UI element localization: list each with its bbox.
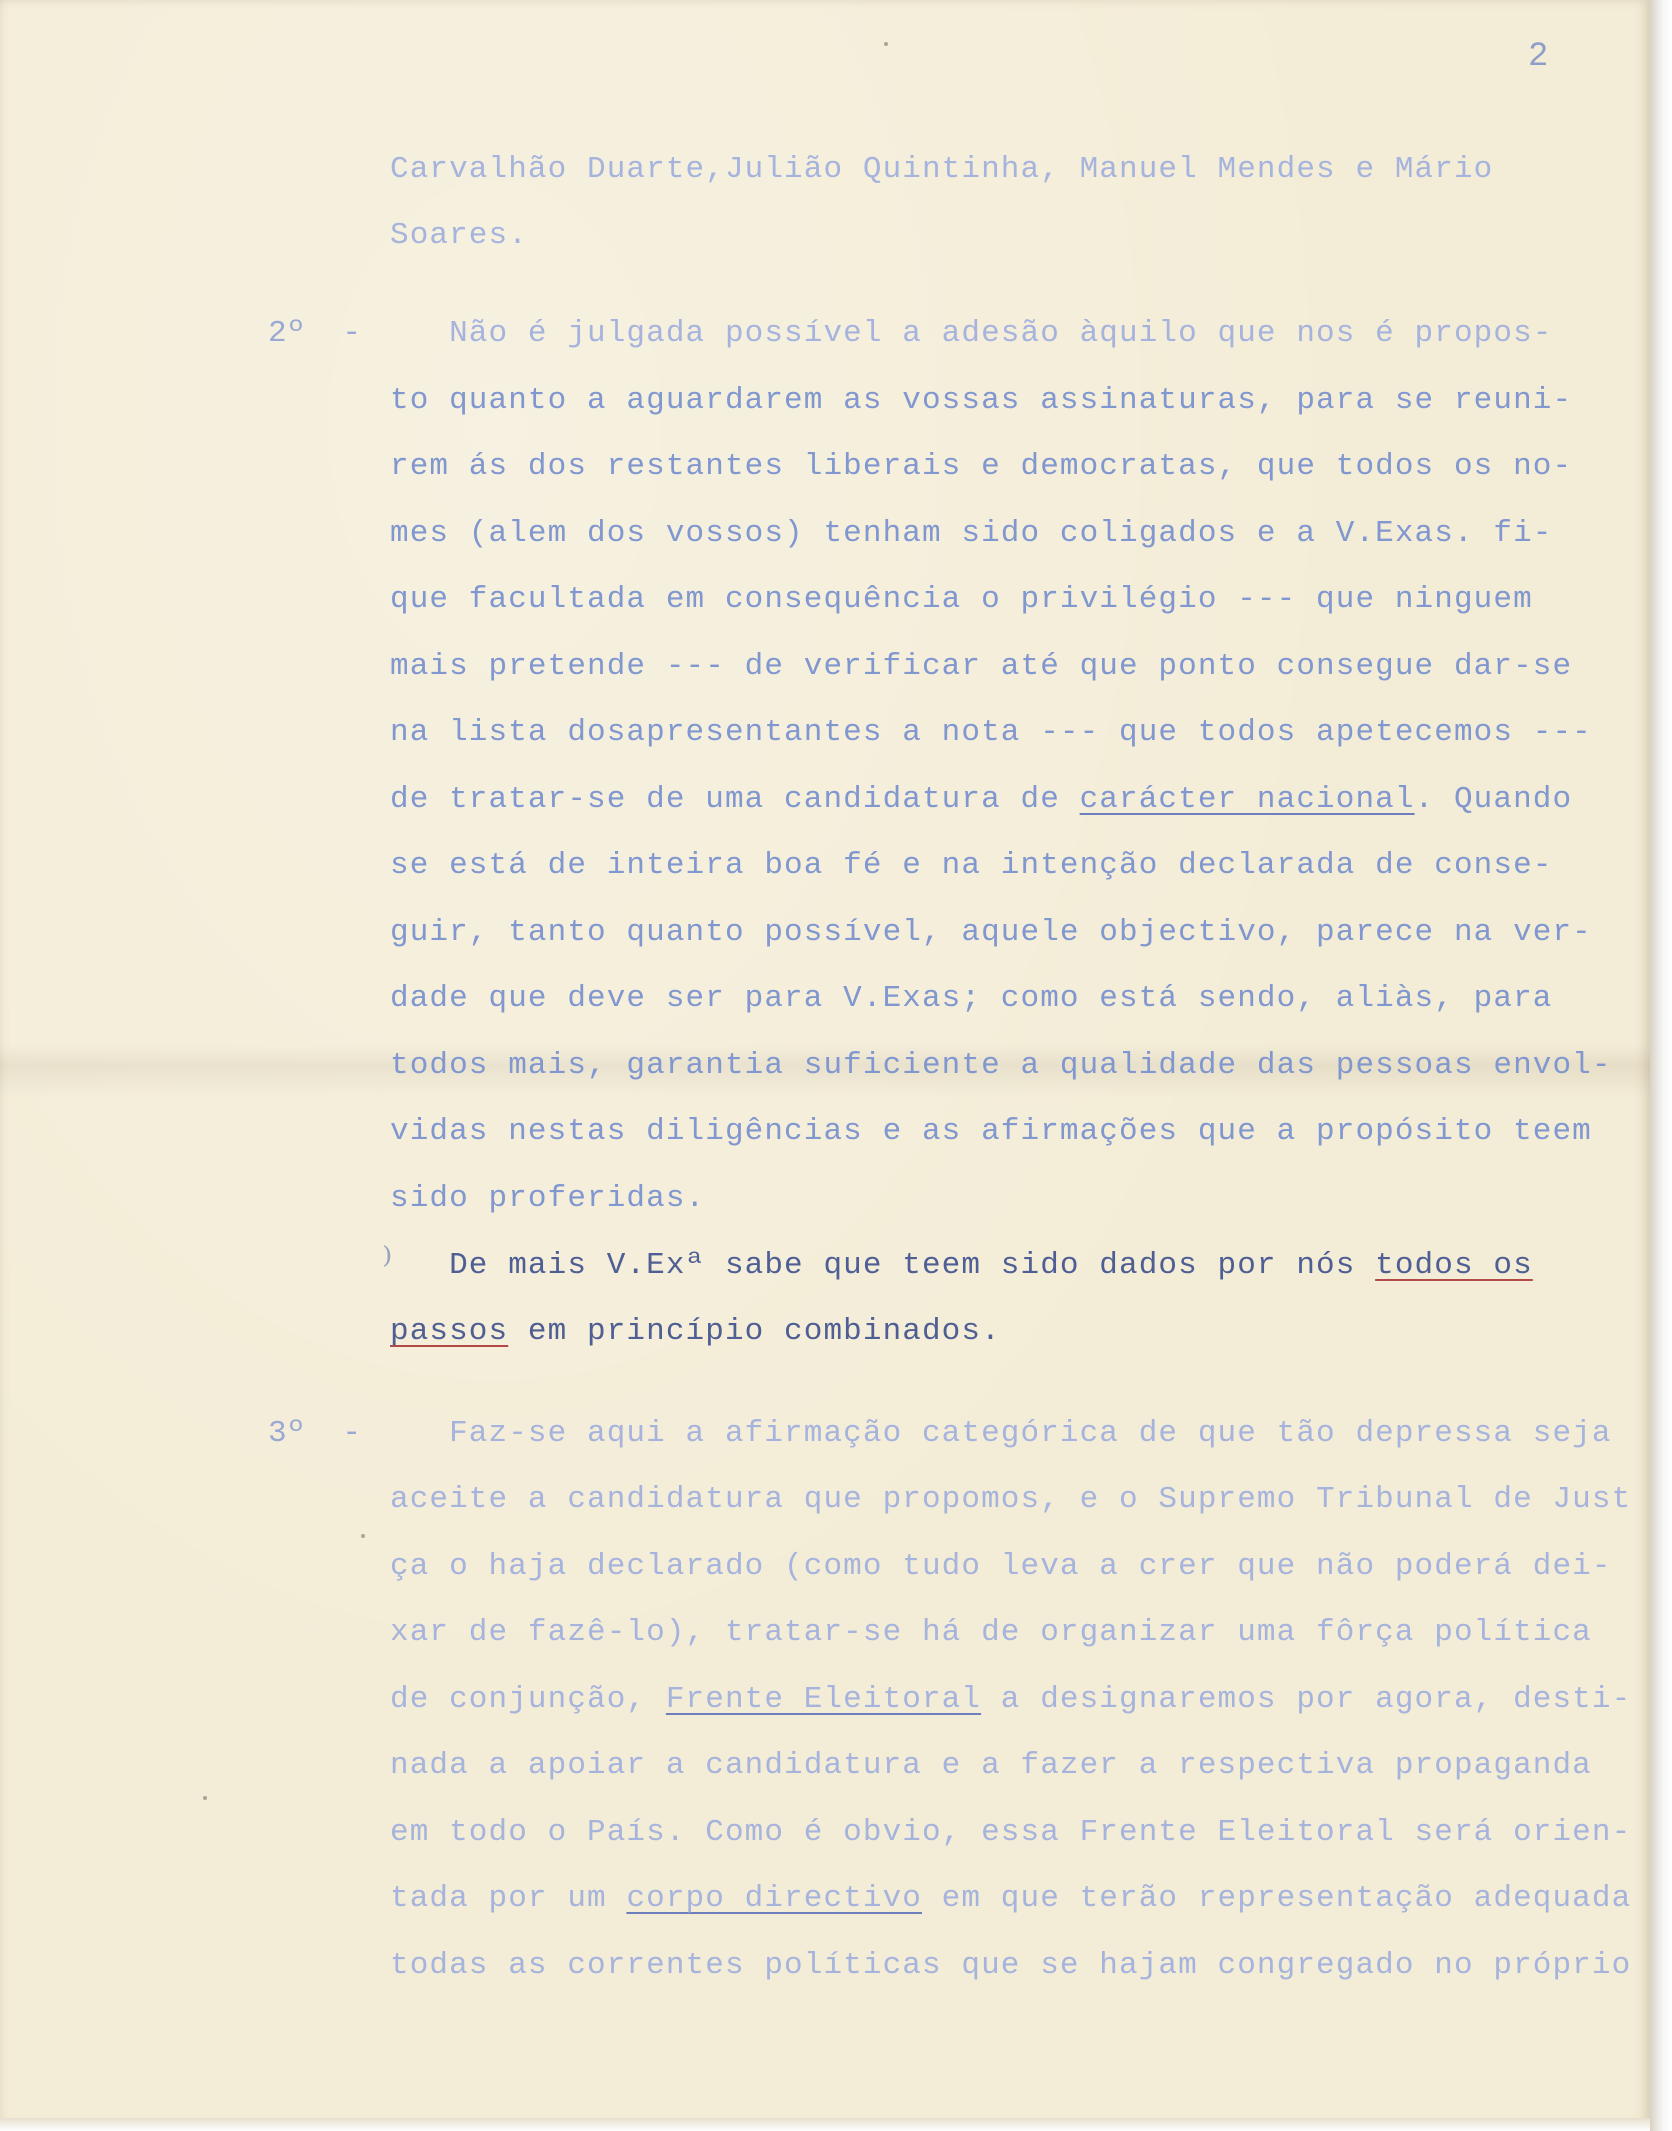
text-line: xar de fazê-lo), tratar-se há de organizar uma fôrça política: [390, 1615, 1592, 1650]
text-line: [390, 782, 1572, 817]
text-line: aceite a candidatura que propomos, e o Supremo Tribunal de Just: [390, 1482, 1632, 1517]
text-line: dade que deve ser para V.Exas; como está sendo, aliàs, para: [390, 981, 1553, 1016]
text-line: vidas nestas diligências e as afirmações que a propósito teem: [390, 1114, 1592, 1149]
page-number: 2: [1528, 38, 1549, 76]
text-line: to quanto a aguardarem as vossas assinaturas, para se reuni-: [390, 383, 1573, 418]
text-line: se está de inteira boa fé e na intenção declarada de conse-: [390, 848, 1553, 883]
text-line: todos mais, garantia suficiente a qualidade das pessoas envol-: [390, 1048, 1612, 1083]
text-line: mes (alem dos vossos) tenham sido coligados e a V.Exas. fi-: [390, 516, 1553, 551]
text-line: [390, 1881, 1631, 1916]
text-line: que facultada em consequência o privilégio --- que ninguem: [390, 582, 1533, 617]
item-number: 2º -: [268, 316, 362, 351]
underlined-phrase: todos os: [1375, 1248, 1533, 1283]
item-number: 3º -: [268, 1416, 362, 1451]
text-line: guir, tanto quanto possível, aquele objectivo, parece na ver-: [390, 915, 1592, 950]
text-line: [390, 1682, 1631, 1717]
text-line: Carvalhão Duarte,Julião Quintinha, Manuel Mendes e Mário: [390, 152, 1494, 187]
scan-edge-bottom: [0, 2118, 1650, 2131]
text-segment: de tratar-se de uma candidatura de: [390, 782, 1080, 817]
paper-speck: [361, 1534, 365, 1538]
text-line: [390, 1314, 1001, 1349]
text-line: mais pretende --- de verificar até que ponto consegue dar-se: [390, 649, 1573, 684]
paper-speck: [203, 1796, 207, 1800]
paper-speck: [884, 42, 888, 46]
text-segment: em princípio combinados.: [508, 1314, 1001, 1349]
text-line: ça o haja declarado (como tudo leva a crer que não poderá dei-: [390, 1549, 1612, 1584]
handwritten-bracket-mark: ⁾: [382, 1238, 393, 1287]
text-line: rem ás dos restantes liberais e democratas, que todos os no-: [390, 449, 1573, 484]
text-segment: de conjunção,: [390, 1682, 666, 1717]
text-line: Não é julgada possível a adesão àquilo que nos é propos-: [390, 316, 1553, 351]
scan-edge-right: [1650, 0, 1672, 2131]
underlined-phrase: corpo directivo: [626, 1881, 922, 1916]
text-line: Faz-se aqui a afirmação categórica de que tão depressa seja: [390, 1416, 1612, 1451]
text-segment: tada por um: [390, 1881, 627, 1916]
underlined-phrase: passos: [390, 1314, 509, 1349]
text-segment: em que terão representação adequada: [921, 1881, 1632, 1916]
text-line: nada a apoiar a candidatura e a fazer a respectiva propaganda: [390, 1748, 1592, 1783]
text-segment: . Quando: [1414, 782, 1573, 817]
text-line: [390, 1248, 1533, 1283]
text-segment: De mais V.Exª sabe que teem sido dados por nós: [390, 1248, 1376, 1283]
text-line: em todo o País. Como é obvio, essa Frente Eleitoral será orien-: [390, 1815, 1632, 1850]
text-segment: a designaremos por agora, desti-: [981, 1682, 1632, 1717]
text-line: na lista dosapresentantes a nota --- que todos apetecemos ---: [390, 715, 1592, 750]
underlined-phrase: Frente Eleitoral: [665, 1682, 982, 1717]
text-line: Soares.: [390, 218, 528, 253]
text-line: sido proferidas.: [390, 1181, 706, 1216]
text-line: todas as correntes políticas que se hajam congregado no próprio: [390, 1948, 1632, 1983]
underlined-phrase: carácter nacional: [1079, 782, 1415, 817]
